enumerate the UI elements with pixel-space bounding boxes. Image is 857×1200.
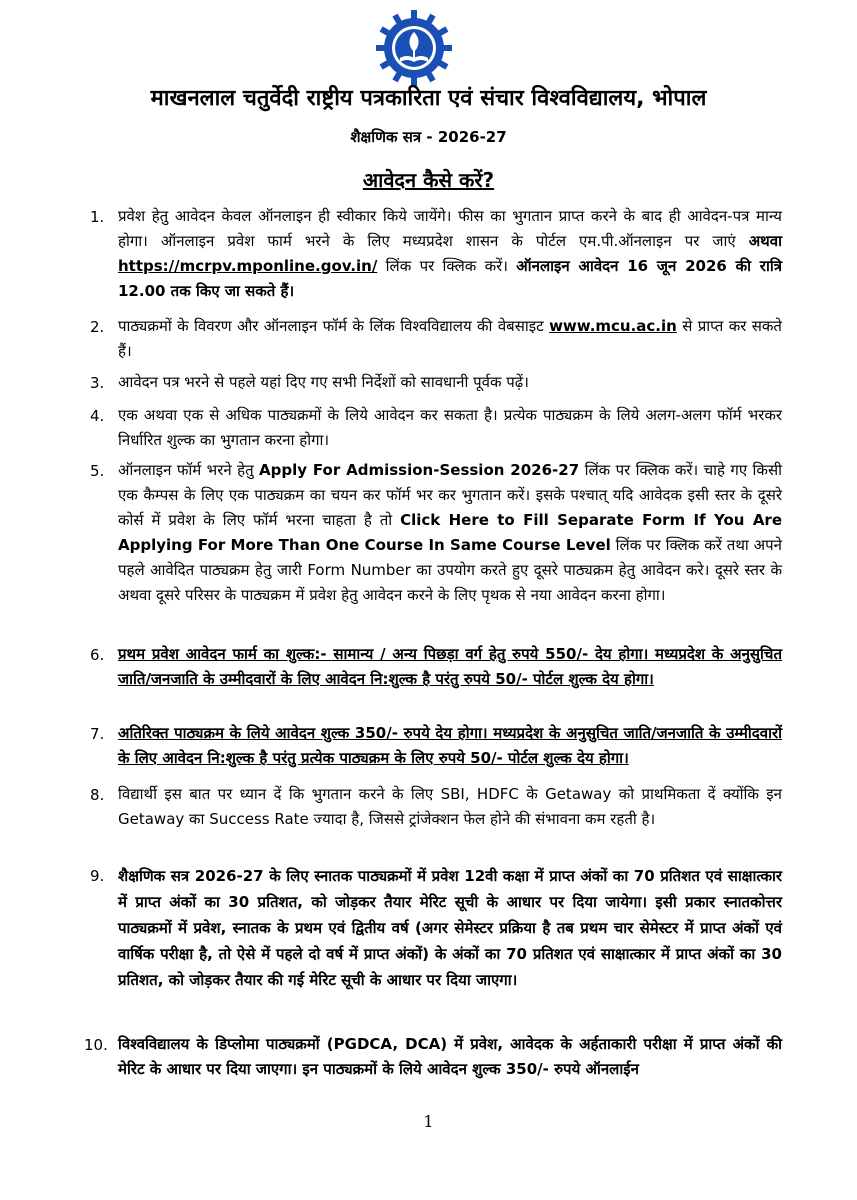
mponline-link[interactable]: https://mcrpv.mponline.gov.in/ bbox=[118, 257, 378, 275]
mcu-website-link[interactable]: www.mcu.ac.in bbox=[549, 317, 677, 335]
academic-session: शैक्षणिक सत्र - 2026-27 bbox=[350, 128, 507, 146]
item-number: 6. bbox=[90, 646, 105, 664]
item-text: प्रवेश हेतु आवेदन केवल ऑनलाइन ही स्वीकार किये जायेंगे। फीस का भुगतान प्राप्त करने के बाद ही आवेदन-पत्र मान्य होगा। ऑनलाइन प्रवेश फार्म भरने के लिए मध्यप्रदेश शासन के पोर्टल एम.पी.ऑनलाइन पर जाएं अथवा https://mcrpv.mponline.gov.in/ लिंक पर क्लिक करें। ऑनलाइन आवेदन 16 जून 2026 की रात्रि 12.00 तक किए जा सकते हैं। bbox=[118, 207, 782, 300]
item-text: पाठ्यक्रमों के विवरण और ऑनलाइन फॉर्म के लिंक विश्वविद्यालय की वेबसाइट www.mcu.ac.in से प्राप्त कर सकते हैं। bbox=[118, 317, 782, 360]
item-text: ऑनलाइन फॉर्म भरने हेतु Apply For Admission-Session 2026-27 लिंक पर क्लिक करें। चाहे गए किसी एक कैम्पस के लिए एक पाठ्यक्रम का चयन कर फॉर्म भर कर भुगतान करें। इसके पश्चात् यदि आवेदक इसी स्तर के दूसरे कोर्स में प्रवेश के लिए फॉर्म भरना चाहता है तो Click Here to Fill Separate Form If You Are Applying For More Than One Course In Same Course Level लिंक पर क्लिक करें तथा अपने पहले आवेदित पाठ्यक्रम हेतु जारी Form Number का उपयोग करते हुए दूसरे पाठ्यक्रम हेतु आवेदन करे। दूसरे स्तर के अथवा दूसरे परिसर के पाठ्यक्रम में प्रवेश हेतु आवेदन करने के लिए पृथक से नया आवेदन करना होगा। bbox=[118, 461, 782, 604]
item-number: 5. bbox=[90, 462, 105, 480]
item-text: शैक्षणिक सत्र 2026-27 के लिए स्नातक पाठ्यक्रमों में प्रवेश 12वी कक्षा में प्राप्त अंकों का 70 प्रतिशत एवं साक्षात्कार में प्राप्त अंकों का 30 प्रतिशत, को जोड़कर तैयार मेरिट सूची के आधार पर दिया जायेगा। इसी प्रकार स्नातकोत्तर पाठ्यक्रमों में प्रवेश, स्नातक के प्रथम एवं द्वितीय वर्ष (अगर सेमेस्टर प्रक्रिया है तब प्रथम चार सेमेस्टर में प्राप्त अंकों एवं वार्षिक परीक्षा है, तो ऐसे में पहले दो वर्ष में प्राप्त अंकों) के अंकों का 70 प्रतिशत एवं साक्षात्कार में प्राप्त अंकों का 30 प्रतिशत, को जोड़कर तैयार की गई मेरिट सूची के आधार पर दिया जाएगा। bbox=[118, 867, 782, 989]
item-text: आवेदन पत्र भरने से पहले यहां दिए गए सभी निर्देशों को सावधानी पूर्वक पढ़ें। bbox=[118, 373, 529, 391]
university-logo-icon bbox=[372, 6, 456, 90]
university-name: माखनलाल चतुर्वेदी राष्ट्रीय पत्रकारिता एवं संचार विश्वविद्यालय, भोपाल bbox=[150, 86, 707, 111]
item-text: विश्वविद्यालय के डिप्लोमा पाठ्यक्रमों (PGDCA, DCA) में प्रवेश, आवेदक के अर्हताकारी परीक्षा में प्राप्त अंकों की मेरिट के आधार पर दिया जाएगा। इन पाठ्यक्रमों के लिये आवेदन शुल्क 350/- रुपये ऑनलाईन bbox=[118, 1035, 782, 1078]
separate-form-link[interactable]: Click Here to Fill Separate Form If You Are Applying For More Than One Course In Same Course Level bbox=[118, 511, 782, 554]
item-number: 4. bbox=[90, 407, 105, 425]
item-number: 10. bbox=[84, 1036, 108, 1054]
item-number: 3. bbox=[90, 374, 105, 392]
item-number: 7. bbox=[90, 725, 105, 743]
item-number: 1. bbox=[90, 208, 105, 226]
item-number: 9. bbox=[90, 867, 105, 885]
page-heading: आवेदन कैसे करें? bbox=[362, 168, 495, 192]
item-text: प्रथम प्रवेश आवेदन फार्म का शुल्क:- सामान्य / अन्य पिछड़ा वर्ग हेतु रुपये 550/- देय होगा। मध्यप्रदेश के अनुसुचित जाति/जनजाति के उम्मीदवारों के लिए आवेदन नि:शुल्क है परंतु रुपये 50/- पोर्टल शुल्क देय होगा। bbox=[118, 645, 782, 688]
apply-link[interactable]: Apply For Admission-Session 2026-27 bbox=[259, 461, 580, 479]
item-number: 8. bbox=[90, 786, 105, 804]
item-text: एक अथवा एक से अधिक पाठ्यक्रमों के लिये आवेदन कर सकता है। प्रत्येक पाठ्यक्रम के लिये अलग-अलग फॉर्म भरकर निर्धारित शुल्क का भुगतान करना होगा। bbox=[118, 406, 782, 449]
item-text: विद्यार्थी इस बात पर ध्यान दें कि भुगतान करने के लिए SBI, HDFC के Getaway को प्राथमिकता दें क्योंकि इन Getaway का Success Rate ज्यादा है, जिससे ट्रांजेक्शन फेल होने की संभावना कम रहती है। bbox=[118, 785, 782, 828]
page-number: 1 bbox=[423, 1112, 434, 1131]
university-logo bbox=[372, 6, 456, 90]
item-number: 2. bbox=[90, 318, 105, 336]
item-text: अतिरिक्त पाठ्यक्रम के लिये आवेदन शुल्क 350/- रुपये देय होगा। मध्यप्रदेश के अनुसुचित जाति/जनजाति के उम्मीदवारों के लिए आवेदन नि:शुल्क है परंतु प्रत्येक पाठ्यक्रम के लिए रुपये 50/- पोर्टल शुल्क देय होगा। bbox=[118, 724, 782, 767]
